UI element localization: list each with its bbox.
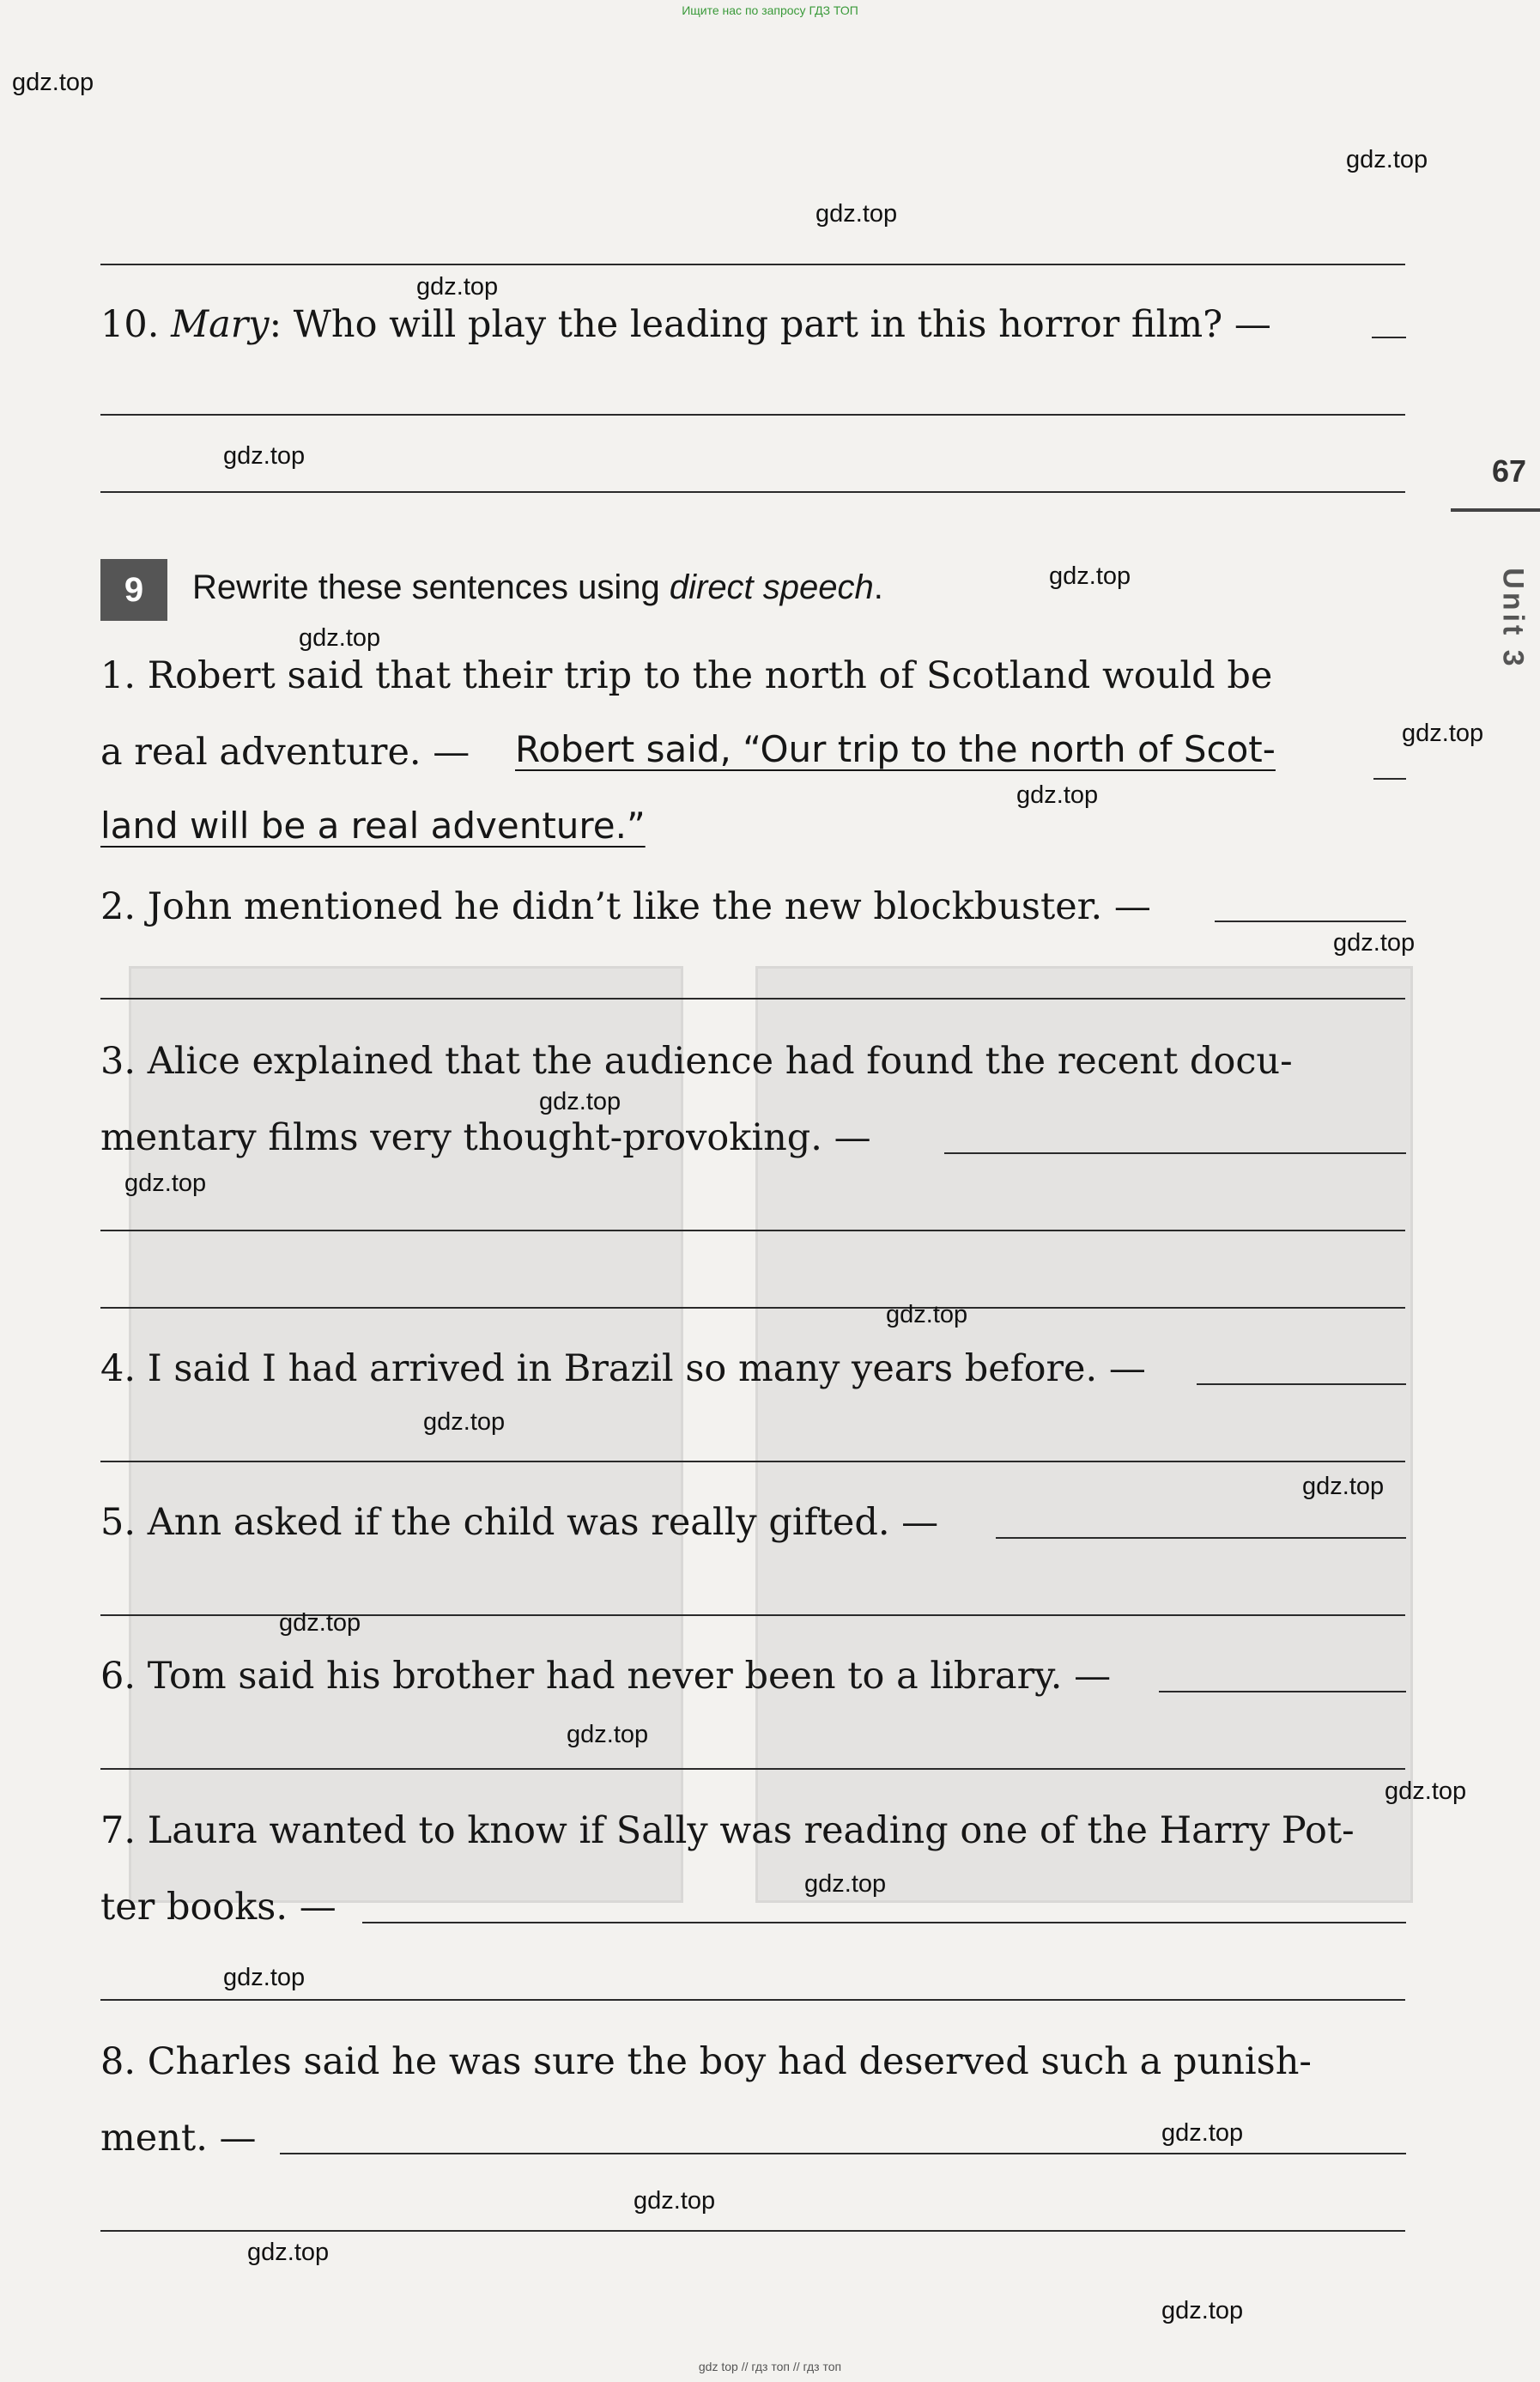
answer-line <box>1372 337 1406 338</box>
item-10-speaker: Mary <box>171 303 270 346</box>
instruction-emphasis: direct speech <box>669 568 874 606</box>
sentence-3-line-2: mentary films very thought-provoking. — <box>100 1116 871 1159</box>
answer-1-line-1: Robert said, “Our trip to the north of Scot- <box>515 728 1276 770</box>
sentence-6: 6. Tom said his brother had never been to a library. — <box>100 1655 1112 1698</box>
watermark: gdz.top <box>1346 146 1428 173</box>
watermark: gdz.top <box>279 1609 361 1637</box>
answer-line <box>100 1999 1405 2001</box>
watermark: gdz.top <box>223 442 306 470</box>
watermark: gdz.top <box>299 624 381 652</box>
watermark: gdz.top <box>423 1408 506 1436</box>
answer-line <box>100 998 1405 1000</box>
watermark: gdz.top <box>1333 929 1416 957</box>
answer-line <box>362 1922 1406 1923</box>
answer-line <box>996 1537 1406 1539</box>
exercise-instruction: Rewrite these sentences using direct speech. <box>192 568 883 606</box>
sentence-3-line-1: 3. Alice explained that the audience had found the recent docu- <box>100 1040 1293 1083</box>
item-10-sentence: : Who will play the leading part in this horror film? — <box>269 303 1271 346</box>
watermark: gdz.top <box>634 2187 716 2215</box>
watermark: gdz.top <box>124 1170 207 1197</box>
watermark: gdz.top <box>223 1964 306 1991</box>
item-10-number: 10. <box>100 303 160 346</box>
watermark: gdz.top <box>247 2239 330 2266</box>
watermark: gdz.top <box>1049 562 1131 590</box>
watermark: gdz.top <box>1385 1777 1467 1805</box>
watermark: gdz.top <box>1161 2119 1244 2147</box>
item-10-text <box>100 305 1271 345</box>
watermark: gdz.top <box>886 1301 968 1328</box>
unit-label: Unit 3 <box>1496 567 1530 670</box>
answer-line <box>100 1230 1405 1231</box>
watermark: gdz.top <box>567 1721 649 1748</box>
answer-line <box>1373 778 1406 780</box>
watermark: gdz.top <box>1016 781 1099 809</box>
watermark: gdz.top <box>1161 2297 1244 2324</box>
sentence-7-line-1: 7. Laura wanted to know if Sally was reading one of the Harry Pot- <box>100 1809 1355 1852</box>
watermark: gdz.top <box>539 1088 621 1115</box>
answer-line <box>280 2153 1406 2154</box>
exercise-number-badge: 9 <box>100 559 167 621</box>
watermark: gdz.top <box>804 1870 887 1898</box>
answer-line <box>1215 921 1406 922</box>
sentence-4: 4. I said I had arrived in Brazil so many years before. — <box>100 1347 1146 1390</box>
answer-line <box>1197 1383 1406 1385</box>
sentence-8-line-1: 8. Charles said he was sure the boy had deserved such a punish- <box>100 2040 1312 2083</box>
sentence-1-line-1: 1. Robert said that their trip to the north of Scotland would be <box>100 654 1273 697</box>
page-number: 67 <box>1492 453 1527 489</box>
bleed-through-photo-right <box>755 966 1413 1903</box>
bottom-banner: gdz top // гдз топ // гдз топ <box>698 2360 842 2373</box>
watermark: gdz.top <box>12 69 94 96</box>
unit-tab <box>1487 554 1538 683</box>
sentence-7-line-2: ter books. — <box>100 1886 336 1929</box>
answer-1-line-2: land will be a real adventure.” <box>100 805 646 847</box>
sentence-8-line-2: ment. — <box>100 2117 257 2160</box>
answer-line <box>100 264 1405 265</box>
page-number-rule <box>1451 508 1540 512</box>
sentence-1-line-2: a real adventure. — <box>100 731 470 774</box>
answer-line <box>100 1461 1405 1462</box>
watermark: gdz.top <box>1402 720 1484 747</box>
answer-line <box>944 1152 1406 1154</box>
top-banner: Ищите нас по запросу ГДЗ ТОП <box>682 3 858 17</box>
answer-line <box>100 491 1405 493</box>
answer-line <box>1159 1691 1406 1692</box>
watermark: gdz.top <box>1302 1473 1385 1500</box>
sentence-5: 5. Ann asked if the child was really gifted. — <box>100 1501 939 1544</box>
watermark: gdz.top <box>815 200 898 228</box>
watermark: gdz.top <box>416 273 499 301</box>
answer-line <box>100 1307 1405 1309</box>
answer-line <box>100 2230 1405 2232</box>
answer-line <box>100 1768 1405 1770</box>
answer-line <box>100 414 1405 416</box>
sentence-2: 2. John mentioned he didn’t like the new blockbuster. — <box>100 885 1151 928</box>
